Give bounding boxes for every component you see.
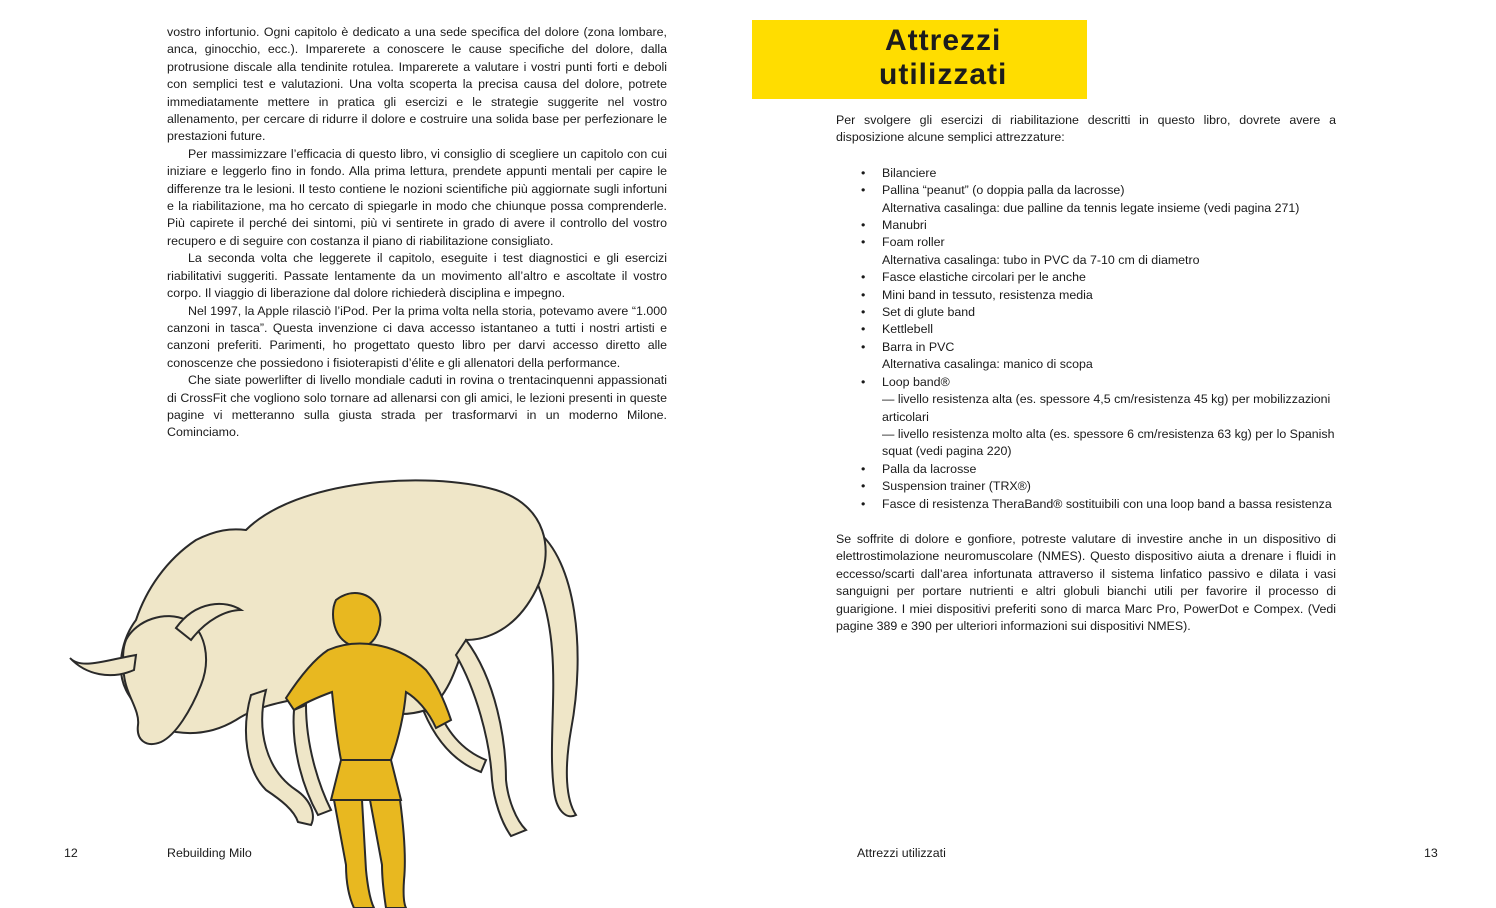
bullet-icon: • bbox=[861, 218, 866, 233]
equipment-item bbox=[836, 339, 1336, 374]
milo-bull-illustration bbox=[66, 470, 596, 908]
equipment-item bbox=[836, 321, 1336, 338]
paragraph: vostro infortunio. Ogni capitolo è dedicato a una sede specifica del dolore (zona lombare, anca, ginocchio, ecc.). Imparerete a conoscere le cause specifiche del dolore, dalla protrusione discale alla tendinite rotulea. Imparerete a valutare i vostri punti forti e deboli con semplici test e valutazioni. Una volta scoperta la precisa causa del dolore, potrete immediatamente mettere in pratica gli esercizi e le strategie suggerite nel vostro allenamento, per cercare di ridurre il dolore e costruire una solida base per perfezionare le prestazioni future. bbox=[167, 25, 667, 144]
equipment-label: Mini band in tessuto, resistenza media bbox=[882, 287, 1093, 302]
bullet-icon: • bbox=[861, 235, 866, 250]
right-page bbox=[748, 0, 1496, 908]
paragraph: La seconda volta che leggerete il capitolo, eseguite i test diagnostici e gli esercizi riabilitativi suggeriti. Passate lentamente da un movimento all’altro e ascoltate il vostro corpo. Il viaggio di liberazione dal dolore richiederà disciplina e impegno. bbox=[167, 251, 667, 301]
equipment-label: Fasce di resistenza TheraBand® sostituibili con una loop band a bassa resistenza bbox=[882, 496, 1332, 511]
equipment-label: Manubri bbox=[882, 218, 927, 233]
equipment-alternative: Alternativa casalinga: due palline da tennis legate insieme (vedi pagina 271) bbox=[882, 200, 1300, 215]
equipment-item bbox=[836, 165, 1336, 182]
equipment-item bbox=[836, 182, 1336, 217]
right-body-text bbox=[836, 112, 1336, 635]
equipment-label: Barra in PVC bbox=[882, 339, 955, 354]
equipment-label: Fasce elastiche circolari per le anche bbox=[882, 270, 1086, 285]
equipment-item bbox=[836, 461, 1336, 478]
equipment-alternative: Alternativa casalinga: tubo in PVC da 7-10 cm di diametro bbox=[882, 252, 1200, 267]
equipment-alternative: Alternativa casalinga: manico di scopa bbox=[882, 357, 1093, 372]
equipment-item bbox=[836, 269, 1336, 286]
left-body-text bbox=[167, 24, 667, 442]
equipment-item bbox=[836, 478, 1336, 495]
paragraph: Nel 1997, la Apple rilasciò l’iPod. Per la prima volta nella storia, potevamo avere “1.000 canzoni in tasca”. Questa invenzione ci dava accesso istantaneo a tutti i nostri artisti e canzoni preferiti. Parimenti, ho progettato questo libro per darvi accesso diretto alle conoscenze che possiedono i fisioterapisti d’élite e gli allenatori della performance. bbox=[167, 303, 667, 370]
equipment-label: Pallina “peanut” (o doppia palla da lacrosse) bbox=[882, 183, 1125, 198]
equipment-item bbox=[836, 287, 1336, 304]
bullet-icon: • bbox=[861, 479, 866, 494]
running-title-right: Attrezzi utilizzati bbox=[857, 846, 946, 860]
equipment-alternative: — livello resistenza molto alta (es. spessore 6 cm/resistenza 63 kg) per lo Spanish squat (vedi pagina 220) bbox=[882, 426, 1335, 459]
running-title-left: Rebuilding Milo bbox=[167, 846, 252, 860]
equipment-label: Bilanciere bbox=[882, 165, 937, 180]
bullet-icon: • bbox=[861, 322, 866, 337]
equipment-label: Suspension trainer (TRX®) bbox=[882, 479, 1031, 494]
bullet-icon: • bbox=[861, 183, 866, 198]
chapter-title-box bbox=[752, 20, 1087, 99]
bullet-icon: • bbox=[861, 374, 866, 389]
equipment-label: Set di glute band bbox=[882, 305, 976, 320]
equipment-item bbox=[836, 217, 1336, 234]
equipment-label: Kettlebell bbox=[882, 322, 933, 337]
chapter-title-line: Attrezzi bbox=[885, 24, 1002, 57]
bullet-icon: • bbox=[861, 165, 866, 180]
chapter-title bbox=[879, 24, 1007, 92]
page-number-right: 13 bbox=[1424, 846, 1438, 860]
equipment-item bbox=[836, 496, 1336, 513]
paragraph: Che siate powerlifter di livello mondiale caduti in rovina o trentacinquenni appassionati di CrossFit che vogliono solo tornare ad allenarsi con gli amici, le lezioni presenti in queste pagine vi metteranno sulla giusta strada per trasformarvi in un moderno Milone. Cominciamo. bbox=[167, 373, 667, 440]
chapter-title-line: utilizzati bbox=[879, 58, 1008, 91]
equipment-item bbox=[836, 304, 1336, 321]
equipment-list bbox=[836, 165, 1336, 513]
bullet-icon: • bbox=[861, 339, 866, 354]
equipment-alternative: — livello resistenza alta (es. spessore 4,5 cm/resistenza 45 kg) per mobilizzazioni articolari bbox=[882, 392, 1331, 424]
bullet-icon: • bbox=[861, 270, 866, 285]
equipment-label: Loop band® bbox=[882, 374, 950, 389]
bullet-icon: • bbox=[861, 496, 866, 511]
equipment-item bbox=[836, 374, 1336, 461]
intro-paragraph: Per svolgere gli esercizi di riabilitazione descritti in questo libro, dovrete avere a disposizione alcune semplici attrezzature: bbox=[836, 113, 1336, 145]
equipment-label: Foam roller bbox=[882, 235, 945, 250]
closing-paragraph: Se soffrite di dolore e gonfiore, potreste valutare di investire anche in un dispositivo di elettrostimolazione neuromuscolare (NMES). Questo dispositivo aiuta a drenare i fluidi in eccesso/scarti dall’area infortunata attraverso il sistema linfatico passivo e dilata i vasi sanguigni per portare nutrienti e altri globuli bianchi utili per favorire il processo di guarigione. I miei dispositivi preferiti sono di marca Marc Pro, PowerDot e Compex. (Vedi pagine 389 e 390 per ulteriori informazioni sui dispositivi NMES). bbox=[836, 531, 1336, 633]
equipment-label: Palla da lacrosse bbox=[882, 461, 977, 476]
bullet-icon: • bbox=[861, 287, 866, 302]
equipment-item bbox=[836, 234, 1336, 269]
bullet-icon: • bbox=[861, 461, 866, 476]
page-number-left: 12 bbox=[64, 846, 78, 860]
paragraph: Per massimizzare l’efficacia di questo libro, vi consiglio di scegliere un capitolo con cui iniziare e leggerlo fino in fondo. Alla prima lettura, prendete appunti mentali per capire le differenze tra le lesioni. Il testo contiene le nozioni scientifiche più aggiornate sugli infortuni e la riabilitazione, ma ho cercato di spiegarle in modo che chiunque possa comprenderle. Più capirete il perché dei sintomi, più vi sentirete in grado di avere il controllo del vostro recupero e di seguire con costanza il piano di riabilitazione consigliato. bbox=[167, 146, 667, 248]
bullet-icon: • bbox=[861, 305, 866, 320]
